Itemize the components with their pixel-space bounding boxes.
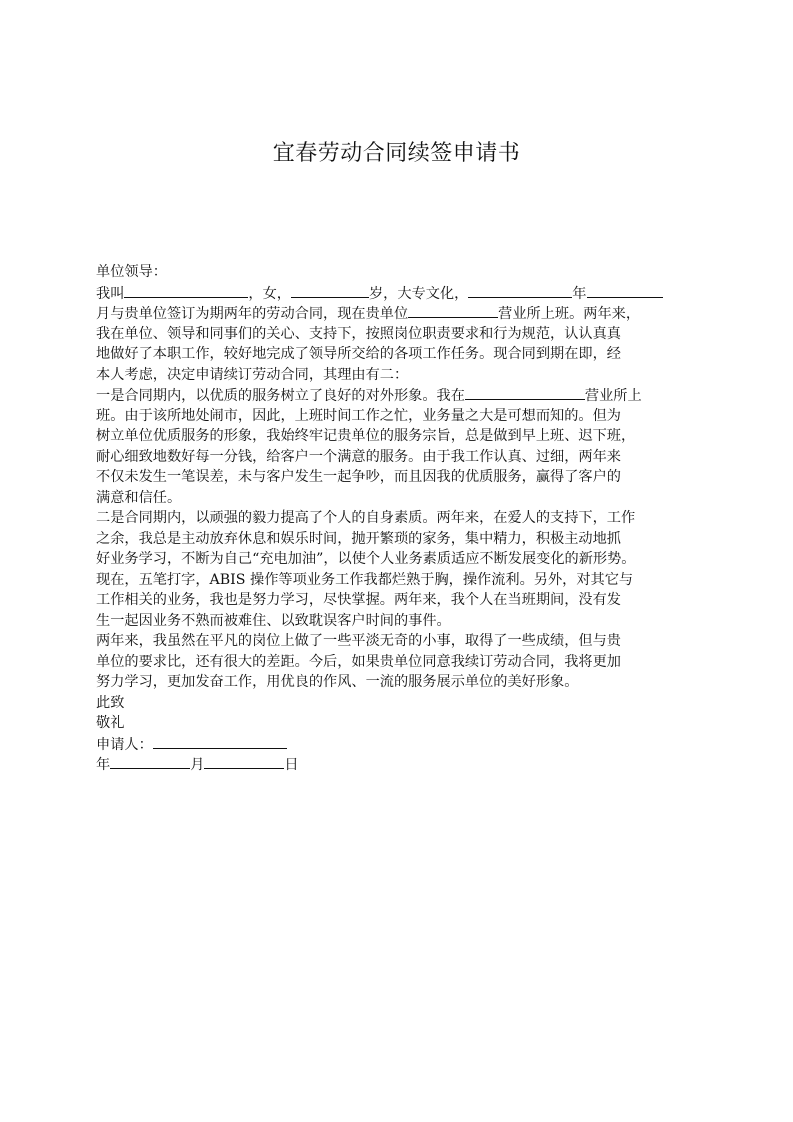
paragraph-2-line-5: 不仅未发生一笔误差，未与客户发生一起争吵，而且因我的优质服务，赢得了客户的 — [96, 469, 621, 485]
paragraph-1-line-2: 月与贵单位签订为期两年的劳动合同，现在贵单位 营业所上班。两年来， — [96, 303, 716, 324]
applicant-blank[interactable] — [153, 734, 287, 749]
salutation: 单位领导： — [96, 264, 167, 280]
branch-blank-2[interactable] — [465, 385, 585, 400]
paragraph-2-line-3: 树立单位优质服务的形象，我始终牢记贵单位的服务宗旨，总是做到早上班、迟下班， — [96, 428, 636, 444]
letter-body — [96, 262, 716, 775]
branch-blank-1[interactable] — [408, 303, 498, 318]
paragraph-2-line-4: 耐心细致地数好每一分钱，给客户一个满意的服务。由于我工作认真、过细，两年来 — [96, 448, 621, 465]
date-month-blank[interactable] — [204, 754, 284, 769]
name-blank[interactable] — [124, 283, 248, 298]
closing-jing-li: 敬礼 — [96, 715, 125, 731]
paragraph-3-line-1: 二是合同期内，以顽强的毅力提高了个人的自身素质。两年来，在爱人的支持下，工作 — [96, 510, 636, 526]
closing-ci-zhi: 此致 — [96, 694, 125, 711]
paragraph-1-line-3: 我在单位、领导和同事们的关心、支持下，按照岗位职责要求和行为规范，认认真真 — [96, 325, 621, 342]
paragraph-1-line-5: 本人考虑，决定申请续订劳动合同，其理由有二： — [96, 366, 409, 383]
paragraph-2-line-6: 满意和信任。 — [96, 489, 182, 506]
paragraph-3-line-4: 现在，五笔打字，ABIS 操作等项业务工作我都烂熟于胸，操作流利。另外，对其它与 — [96, 571, 634, 588]
paragraph-2-line-1: 一是合同期内，以优质的服务树立了良好的对外形象。我在 营业所上 — [96, 385, 716, 406]
date-line: 年 月 日 — [96, 754, 716, 775]
date-year-blank[interactable] — [110, 754, 190, 769]
paragraph-3-line-2: 之余，我总是主动放弃休息和娱乐时间，抛开繁琐的家务，集中精力，积极主动地抓 — [96, 530, 621, 547]
paragraph-2-line-2: 班。由于该所地处闹市，因此，上班时间工作之忙，业务量之大是可想而知的。但为 — [96, 407, 621, 424]
contract-year-blank[interactable] — [468, 283, 572, 298]
paragraph-4-line-2: 单位的要求比，还有很大的差距。今后，如果贵单位同意我续订劳动合同，我将更加 — [96, 653, 621, 670]
paragraph-3-line-3: 好业务学习，不断为自己“充电加油”，以使个人业务素质适应不断发展变化的新形势。 — [96, 551, 636, 567]
paragraph-3-line-6: 生一起因业务不熟而被难住、以致耽误客户时间的事件。 — [96, 612, 451, 629]
contract-month-blank[interactable] — [587, 283, 663, 298]
paragraph-4-line-1: 两年来，我虽然在平凡的岗位上做了一些平淡无奇的小事，取得了一些成绩，但与贵 — [96, 633, 621, 649]
paragraph-1-line-4: 地做好了本职工作，较好地完成了领导所交给的各项工作任务。现合同到期在即，经 — [96, 346, 621, 362]
paragraph-3-line-5: 工作相关的业务，我也是努力学习，尽快掌握。两年来，我个人在当班期间，没有发 — [96, 592, 621, 608]
paragraph-4-line-3: 努力学习，更加发奋工作，用优良的作风、一流的服务展示单位的美好形象。 — [96, 674, 579, 690]
document-title: 宜春劳动合同续签申请书 — [272, 141, 521, 166]
age-blank[interactable] — [291, 283, 369, 298]
applicant-line: 申请人： — [96, 734, 716, 755]
paragraph-1-line-1: 我叫 ，女， 岁，大专文化， 年 — [96, 283, 716, 304]
